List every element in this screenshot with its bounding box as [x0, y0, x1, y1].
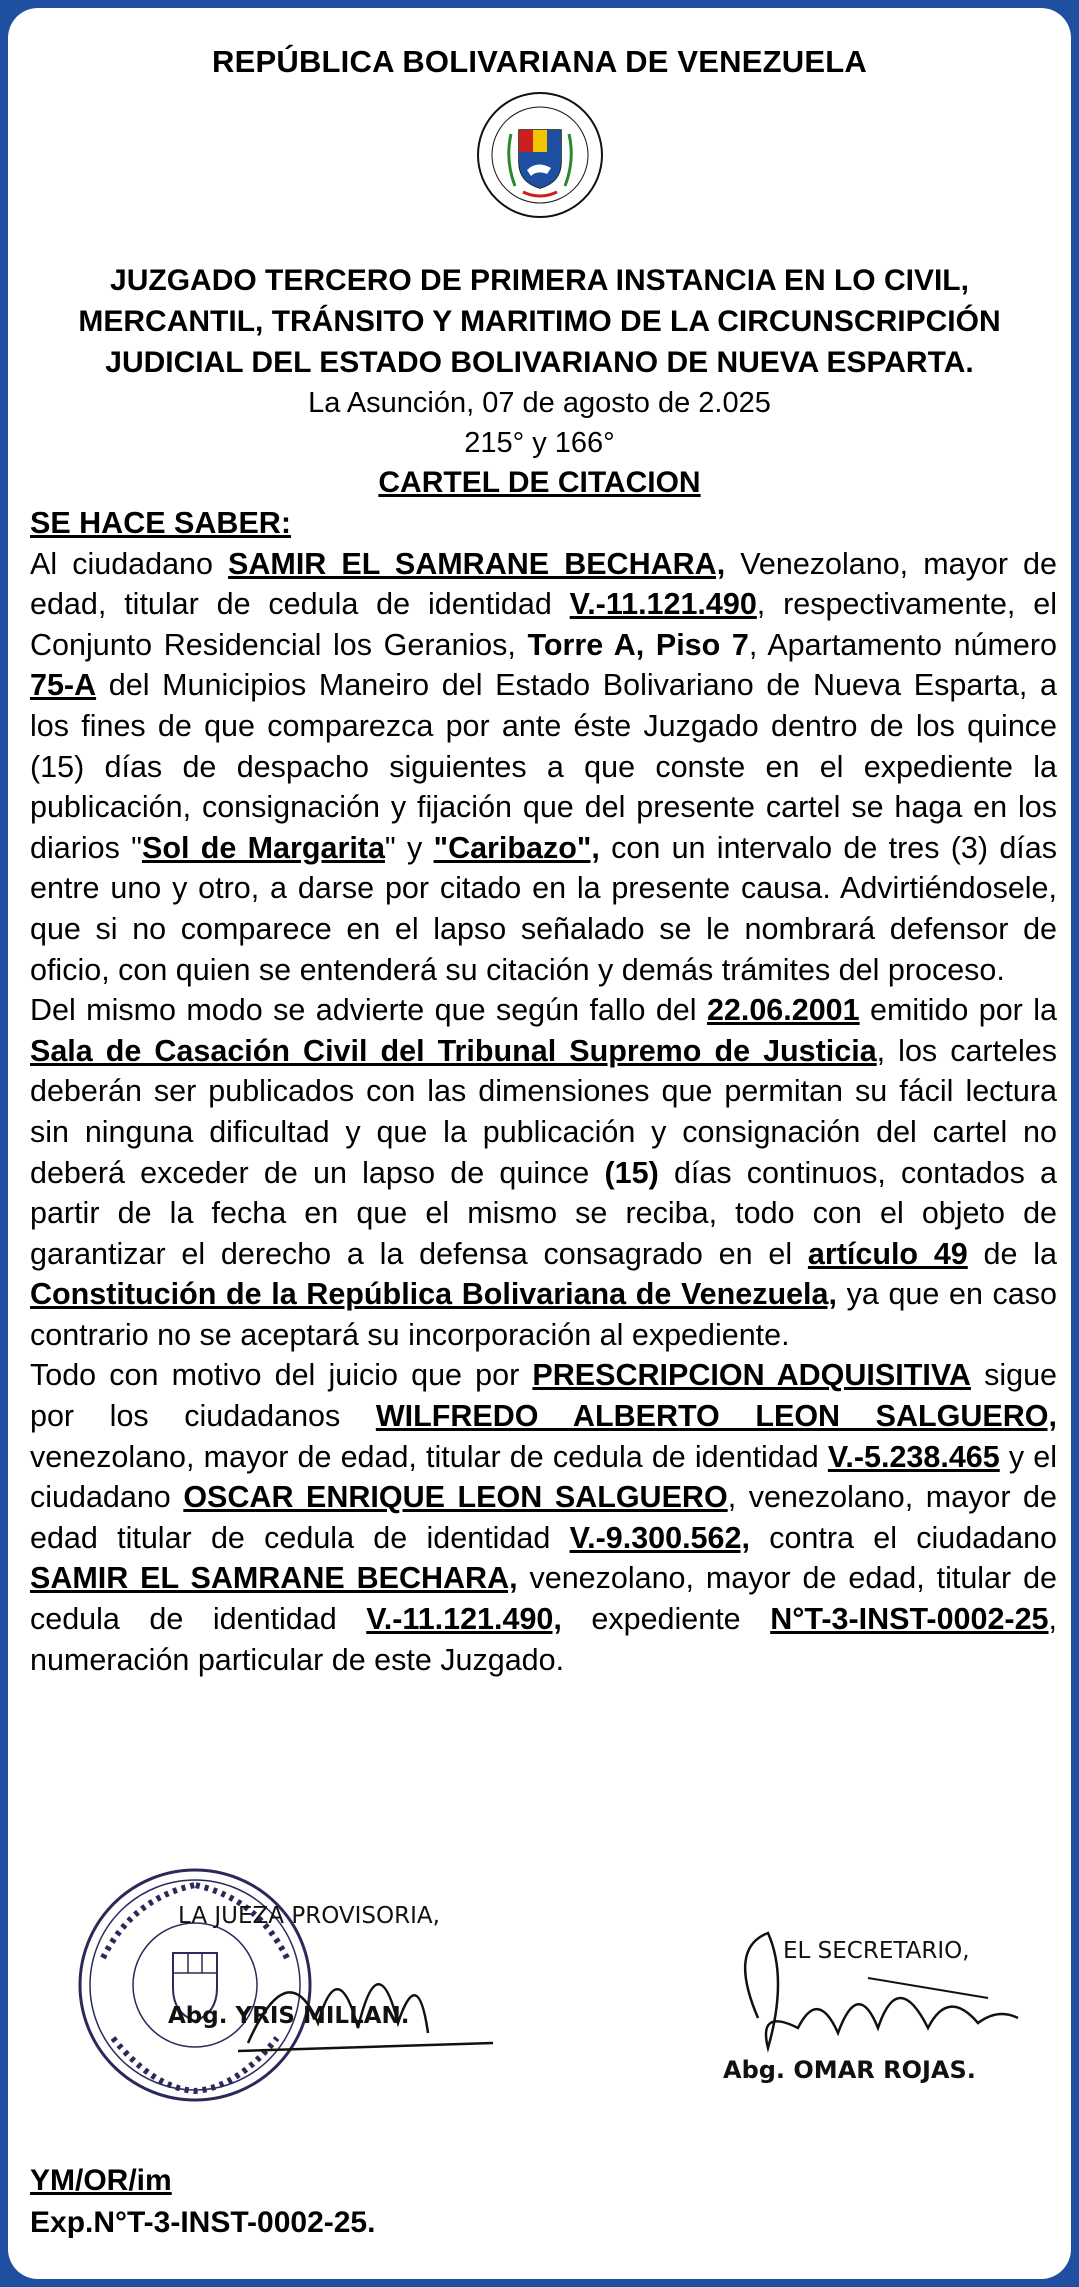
plaintiff-1: WILFREDO ALBERTO LEON SALGUERO,	[375, 1399, 1057, 1434]
footer-case-number: Exp.N°T-3-INST-0002-25.	[30, 2206, 376, 2239]
judge-signature-block	[28, 1863, 488, 2163]
plaintiff-2-id: V.-9.300.562,	[569, 1520, 750, 1555]
text: , los carteles deberán ser publicados con las dimensiones que permitan su fácil lectura sin ninguna dificultad y que la publicación y consignación del cartel no deberá exceder de un lapso de quince	[30, 1033, 1057, 1190]
court-name: JUZGADO TERCERO DE PRIMERA INSTANCIA EN LO CIVIL, MERCANTIL, TRÁNSITO Y MARITIMO DE LA CIRCUNSCRIPCIÓN JUDICIAL DEL ESTADO BOLIVARIANO DE NUEVA ESPARTA.	[78, 264, 1001, 379]
defendant-id: V.-11.121.490	[569, 587, 757, 622]
country-title: REPÚBLICA BOLIVARIANA DE VENEZUELA	[212, 44, 867, 79]
text: con un intervalo de tres (3) días entre uno y otro, a darse por citado en la presente causa. Advirtiéndosele, que si no comparece en el lapso señalado se le nombrará defensor de oficio, con quien se entenderá su citación y demás trámites del proceso.	[30, 830, 1057, 987]
text: , venezolano, mayor de edad titular de cedula de identidad	[30, 1480, 1057, 1555]
secretary-signature-block	[708, 1908, 1048, 2128]
initials: YM/OR/im	[30, 2164, 172, 2197]
years: 215° y 166°	[464, 427, 615, 459]
text: , respectivamente, el Conjunto Residencial los Geranios,	[30, 587, 1057, 662]
text: venezolano, mayor de edad, titular de cedula de identidad	[30, 1561, 1058, 1637]
text: días continuos, contados a partir de la fecha en que el mismo se reciba, todo con el objeto de garantizar el derecho a la defensa consagrado en el	[30, 1155, 1057, 1271]
plaintiff-2: OSCAR ENRIQUE LEON SALGUERO	[183, 1480, 728, 1515]
defendant-name: SAMIR EL SAMRANE BECHARA,	[228, 546, 726, 581]
footer	[30, 2160, 375, 2244]
paragraph-3	[30, 1355, 1057, 1680]
text: sigue por los ciudadanos	[30, 1358, 1058, 1434]
secretary-title: EL SECRETARIO,	[783, 1938, 970, 1964]
place-date: La Asunción, 07 de agosto de 2.025	[308, 387, 771, 419]
judge-name: Abg. YRIS MILLAN.	[168, 2003, 410, 2029]
tower-floor: Torre A, Piso 7	[527, 627, 749, 662]
apartment-number: 75-A	[30, 668, 97, 703]
article-ref: artículo 49	[807, 1236, 968, 1271]
text: contra el ciudadano	[749, 1520, 1057, 1555]
se-hace-saber: SE HACE SABER:	[30, 506, 291, 540]
text: Todo con motivo del juicio que por	[30, 1358, 533, 1393]
text: expediente	[561, 1602, 771, 1637]
secretary-name: Abg. OMAR ROJAS.	[723, 2056, 976, 2084]
newspaper-2: "Caribazo",	[433, 830, 600, 865]
text: Del mismo modo se advierte que según fallo del	[30, 993, 707, 1028]
text: " y	[384, 830, 434, 865]
text: emitido por la	[859, 993, 1057, 1028]
text: Venezolano, mayor de edad, titular de cedula de identidad	[30, 546, 1057, 622]
notice-body	[30, 503, 1057, 1680]
text: del Municipios Maneiro del Estado Bolivariano de Nueva Esparta, a los fines de que comparezca por ante éste Juzgado dentro de los quince (15) días de despacho siguientes a que conste en el expediente la publicación, consignación y fijación que del presente cartel se haga en los diarios "	[30, 668, 1057, 865]
text: Al ciudadano	[30, 546, 229, 581]
document-title: CARTEL DE CITACION	[378, 466, 701, 499]
days-count: (15)	[604, 1155, 659, 1190]
ruling-date: 22.06.2001	[706, 993, 860, 1028]
text: de la	[967, 1236, 1057, 1271]
case-motive: PRESCRIPCION ADQUISITIVA	[532, 1358, 971, 1393]
defendant-id: V.-11.121.490,	[366, 1602, 562, 1637]
defendant-name: SAMIR EL SAMRANE BECHARA,	[30, 1561, 518, 1596]
text: , Apartamento número	[748, 627, 1057, 662]
text: y el ciudadano	[30, 1439, 1058, 1515]
newspaper-1: Sol de Margarita	[141, 830, 385, 865]
document-page	[8, 8, 1071, 2279]
paragraph-1	[30, 544, 1057, 991]
text: ya que en caso contrario no se aceptará su incorporación al expediente.	[30, 1277, 1057, 1352]
constitution-ref: Constitución de la República Bolivariana de Venezuela,	[30, 1277, 837, 1312]
header	[8, 44, 1071, 503]
coat-of-arms-icon	[475, 90, 605, 220]
plaintiff-1-id: V.-5.238.465	[827, 1439, 1000, 1474]
text: , numeración particular de este Juzgado.	[30, 1602, 1057, 1677]
text: venezolano, mayor de edad, titular de cedula de identidad	[30, 1439, 828, 1474]
paragraph-2	[30, 990, 1057, 1355]
case-number: N°T-3-INST-0002-25	[770, 1602, 1049, 1637]
court-chamber: Sala de Casación Civil del Tribunal Supremo de Justicia	[30, 1033, 877, 1068]
judge-title: LA JUEZA PROVISORIA,	[178, 1903, 440, 1929]
